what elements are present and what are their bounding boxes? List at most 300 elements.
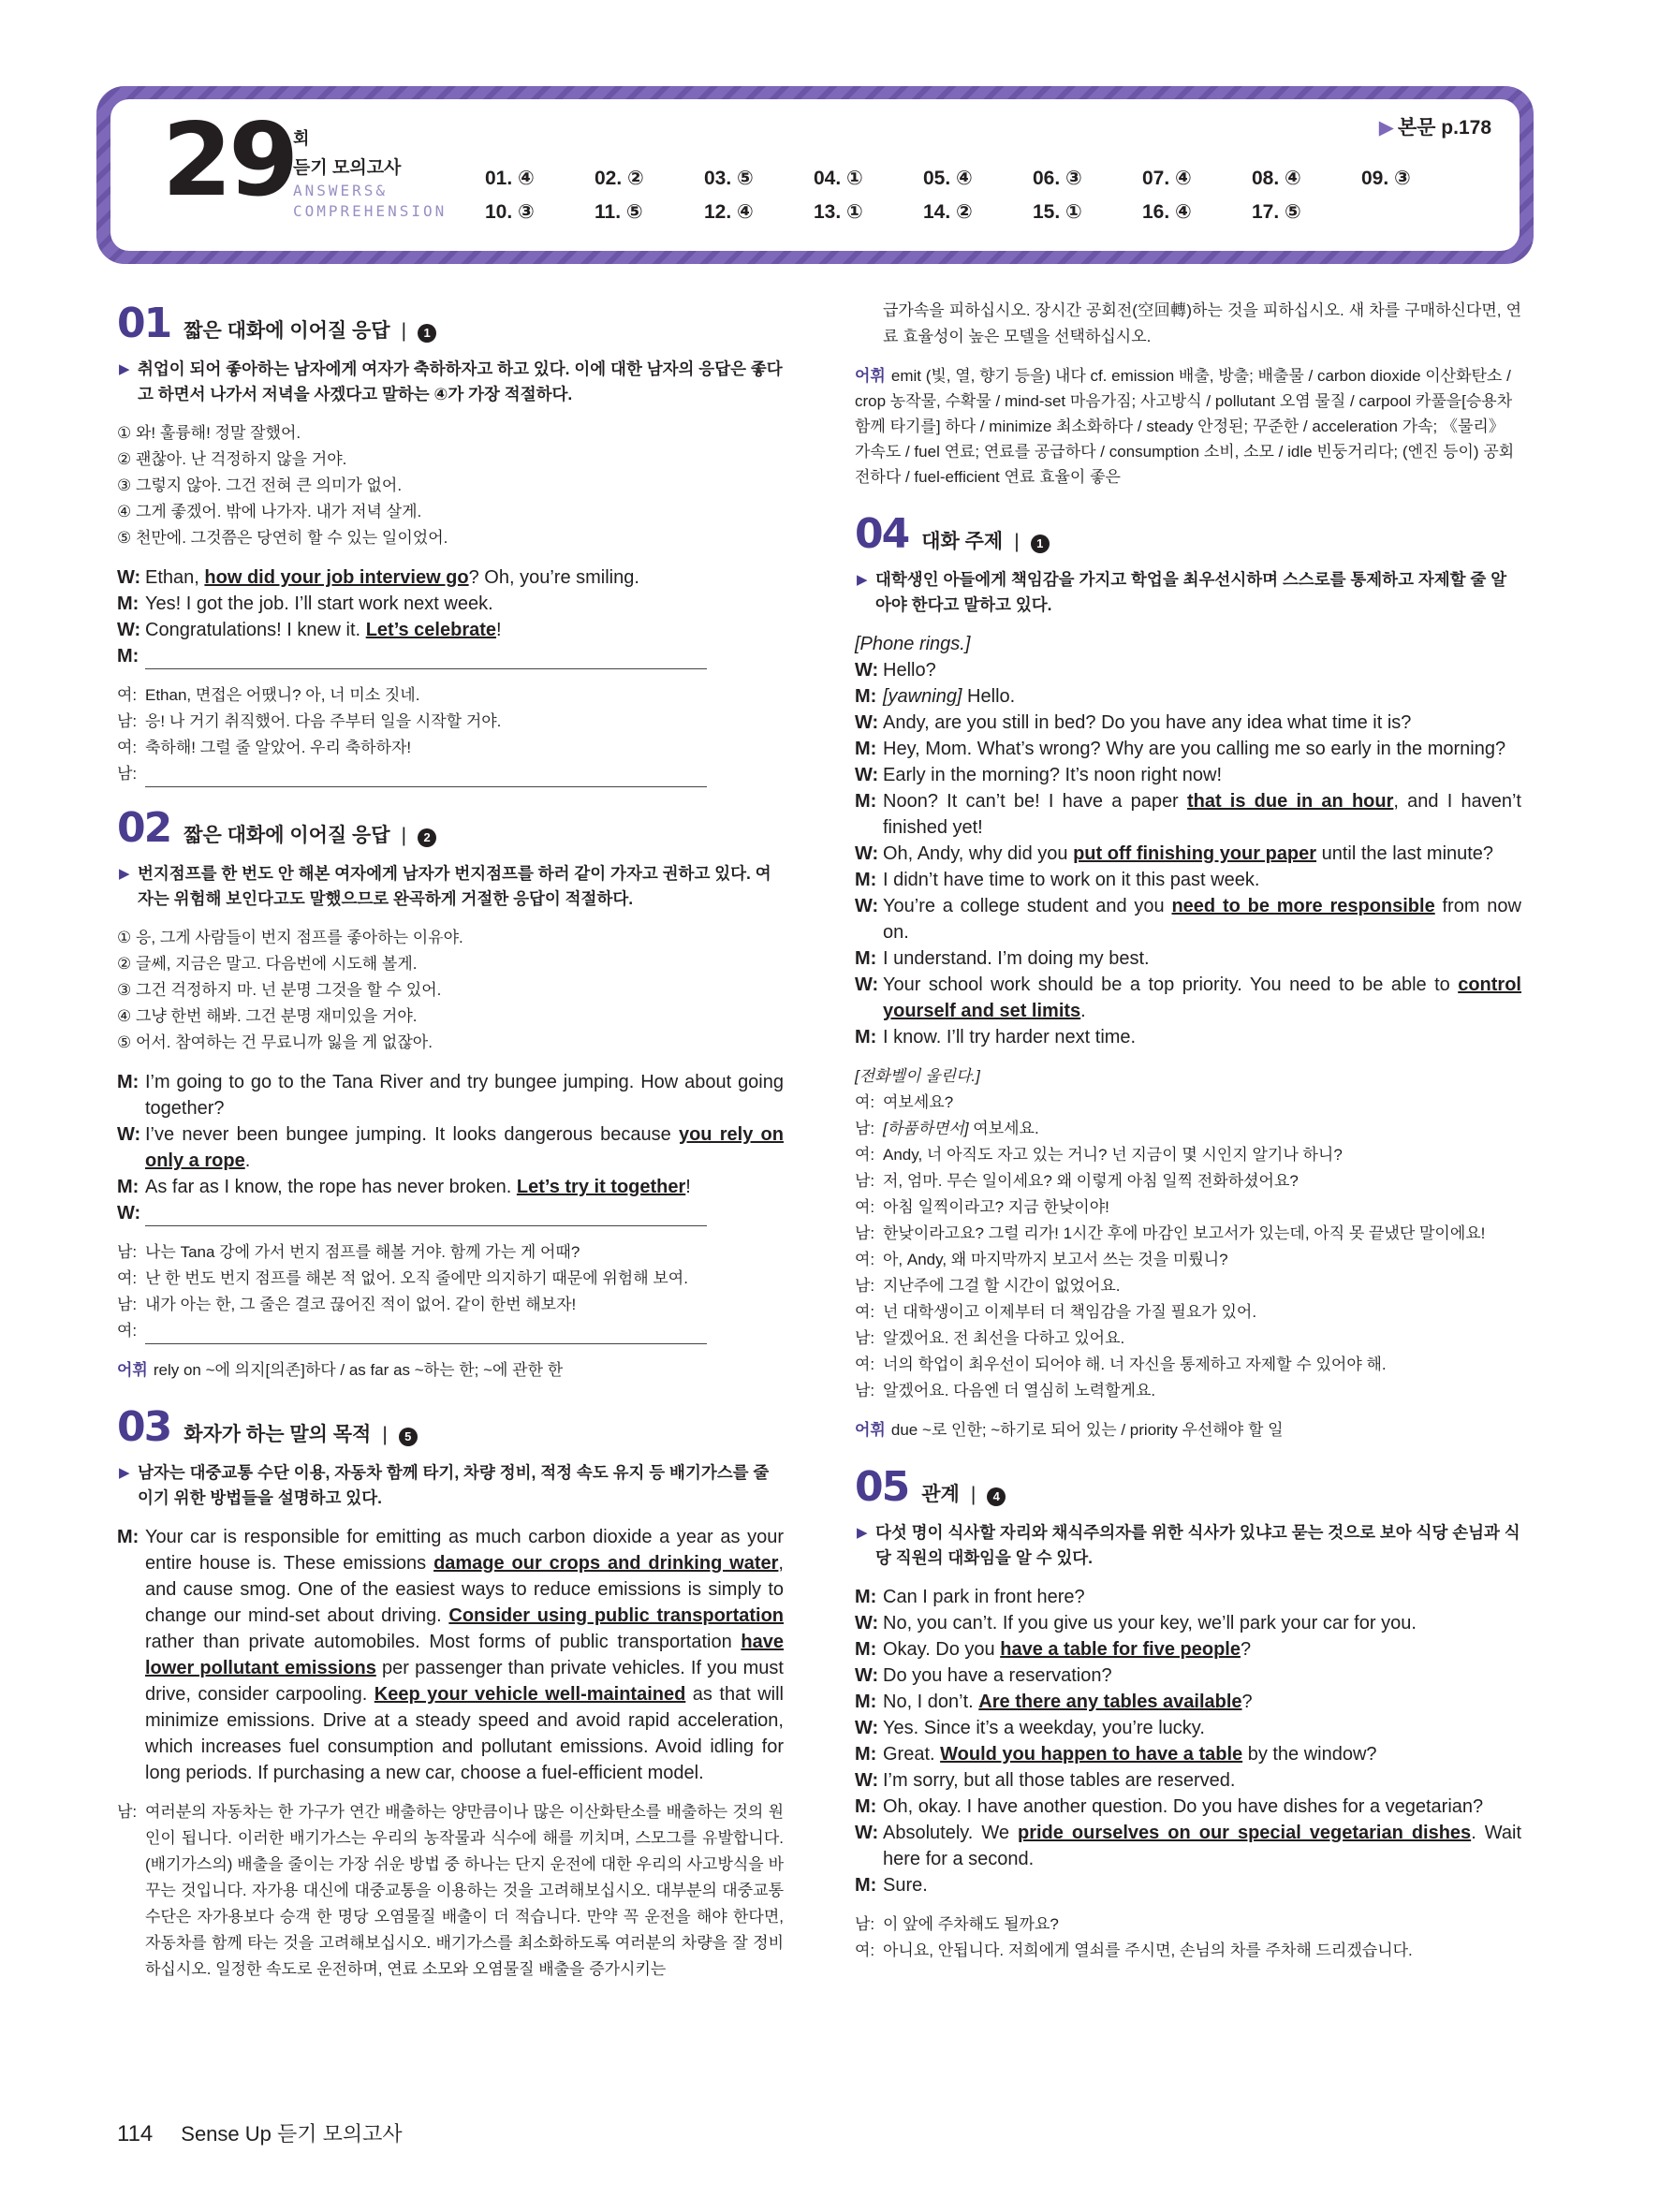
line-text: Yes. Since it’s a weekday, you’re lucky. — [883, 1718, 1205, 1738]
key-phrase: damage our crops and drinking water — [433, 1553, 779, 1574]
speaker: 남: — [855, 1382, 875, 1399]
section-number: 03 — [117, 1403, 171, 1451]
speaker: 여: — [855, 1146, 875, 1164]
line-text: 여보세요. — [968, 1120, 1039, 1137]
speaker: W: — [117, 1203, 141, 1223]
dialogue-line — [117, 591, 784, 617]
section-03 — [117, 1403, 784, 1983]
dialogue-line — [855, 1610, 1521, 1636]
line-text: Yes! I got the job. I’ll start work next week. — [145, 593, 493, 614]
answer-item: 05. ④ — [923, 167, 973, 189]
line-text: 응! 나 거기 취직했어. 다음 주부터 일을 시작할 거야. — [145, 712, 502, 730]
answer-item: 01. ④ — [485, 167, 535, 189]
answer-circle-icon: 2 — [418, 828, 436, 847]
dialogue-line — [855, 788, 1521, 841]
section-04 — [855, 510, 1521, 1443]
summary-text: 번지점프를 한 번도 안 해본 여자에게 남자가 번지점프를 하러 같이 가자고 권하고 있다. 여자는 위험해 보인다고도 말했으므로 완곡하게 거절한 응답이 적절하다. — [138, 864, 771, 908]
line-text: Early in the morning? It’s noon right now! — [883, 765, 1223, 785]
right-column — [855, 298, 1521, 1981]
blank-rule — [145, 651, 707, 669]
line-text: As far as I know, the rope has never broken. — [145, 1177, 517, 1197]
answer-item: 09. ③ — [1361, 167, 1411, 189]
dialogue-script — [117, 1069, 784, 1226]
key-phrase: you rely on only a rope — [145, 1124, 784, 1171]
line-text: I didn’t have time to work on it this past week. — [883, 870, 1260, 890]
line-text: I know. I’ll try harder next time. — [883, 1027, 1137, 1047]
korean-translation — [855, 1912, 1521, 1964]
speaker: 여: — [855, 1941, 875, 1959]
line-text: 지난주에 그걸 할 시간이 없었어요. — [883, 1277, 1121, 1295]
answer-item: 15. ① — [1033, 200, 1082, 223]
translation-blank-line — [117, 761, 784, 787]
translation-line — [855, 1299, 1521, 1326]
translation-line — [117, 1266, 784, 1292]
triangle-right-icon: ▶ — [119, 361, 130, 377]
answer-item: 11. ⑤ — [595, 200, 643, 223]
divider: | — [382, 1424, 388, 1445]
vocab-tag: 어휘 — [855, 1421, 886, 1439]
line-text: Your car is responsible for emitting as much carbon dioxide a year as your entire house is. These emissions — [145, 1527, 784, 1574]
key-phrase: Let’s try it together — [516, 1177, 686, 1197]
speaker: M: — [855, 1639, 877, 1660]
choice-item: ③ 그렇지 않아. 그건 전혀 큰 의미가 없어. — [117, 476, 403, 494]
speaker: M: — [117, 1527, 140, 1547]
section-summary — [117, 357, 784, 407]
line-text: No, I don’t. — [883, 1692, 979, 1712]
vocab-tag: 어휘 — [117, 1361, 148, 1379]
triangle-right-icon: ▶ — [119, 866, 130, 882]
translation-text: 여러분의 자동차는 한 가구가 연간 배출하는 양만큼이나 많은 이산화탄소를 배출하는 것의 원인이 됩니다. 이러한 배기가스는 우리의 농작물과 식수에 해를 끼치며, 스모그를 유발합니다. (배기가스의) 배출을 줄이는 가장 쉬운 방법 중 하나는 단지 운전에 대한 우리의 사고방식을 바꾸는 것입니다. 자가용 대신에 대중교통을 이용하는 것을 고려해보십시오. 대부분의 대중교통 수단은 자가용보다 승객 한 명당 오염물질 배출이 더 적습니다. 만약 꼭 운전을 해야 한다면, 자동차를 함께 타는 것을 고려해보십시오. 배기가스를 최소화하도록 여러분의 차량을 잘 정비하십시오. 일정한 속도로 운전하며, 연료 소모와 오염물질 배출을 증가시키는 — [145, 1803, 784, 1978]
section-heading — [117, 300, 784, 347]
line-text: 아, Andy, 왜 마지막까지 보고서 쓰는 것을 미뤘니? — [883, 1251, 1228, 1268]
section-summary — [117, 1460, 784, 1511]
line-text: per passenger than private vehicles. If you must drive, consider carpooling. — [145, 1658, 784, 1705]
speaker: 남: — [117, 1803, 138, 1821]
dialogue-line — [855, 1636, 1521, 1663]
answers-subtitle: ANSWERS& — [293, 182, 389, 199]
dialogue-line — [117, 1174, 784, 1200]
speaker: M: — [117, 593, 140, 614]
section-number: 05 — [855, 1463, 909, 1511]
line-text: Hey, Mom. What’s wrong? Why are you calling me so early in the morning? — [883, 739, 1506, 759]
speaker: M: — [855, 870, 877, 890]
choice-item: ④ 그냥 한번 해봐. 그건 분명 재미있을 거야. — [117, 1007, 418, 1025]
key-phrase: Consider using public transportation — [448, 1605, 785, 1626]
line-text: I’m sorry, but all those tables are reserved. — [883, 1770, 1236, 1791]
divider: | — [401, 825, 407, 846]
triangle-right-icon: ▶ — [857, 572, 868, 588]
line-text: from now on. — [883, 896, 1521, 943]
speaker: 여: — [117, 686, 138, 704]
line-text: I understand. I’m doing my best. — [883, 948, 1150, 969]
line-text: Hello? — [883, 660, 936, 681]
line-text: Your school work should be a top priority. You need to be able to — [883, 974, 1459, 995]
choice-item: ② 괜찮아. 난 걱정하지 않을 거야. — [117, 450, 347, 468]
line-text: 너의 학업이 최우선이 되어야 해. 너 자신을 통제하고 자제할 수 있어야 해. — [883, 1355, 1387, 1373]
speaker: 남: — [855, 1120, 875, 1137]
dialogue-line — [117, 1121, 784, 1174]
answer-header-band — [96, 86, 1534, 264]
choice-item: ④ 그게 좋겠어. 밖에 나가자. 내가 저녁 살게. — [117, 503, 422, 520]
line-text: , and I haven’t finished yet! — [883, 791, 1521, 838]
page-footer — [117, 2118, 403, 2147]
line-text: Noon? It can’t be! I have a paper — [883, 791, 1187, 812]
divider: | — [970, 1484, 976, 1505]
dialogue-line — [855, 1794, 1521, 1820]
line-text: Sure. — [883, 1875, 928, 1896]
speaker: M: — [855, 948, 877, 969]
page-number: 114 — [117, 2121, 154, 2146]
dialogue-line — [855, 1872, 1521, 1898]
monologue-paragraph — [117, 1524, 784, 1786]
line-text: Andy, are you still in bed? Do you have any idea what time it is? — [883, 712, 1412, 733]
line-text: Great. — [883, 1744, 941, 1765]
line-text: as that will minimize emissions. Drive at a steady speed and avoid rapid acceleration, which increases fuel consumption and pollutant emissions. Avoid idling for long periods. If purchasing a new car, choose a fuel-efficient model. — [145, 1684, 784, 1783]
speaker: 여: — [855, 1198, 875, 1216]
summary-text: 취업이 되어 좋아하는 남자에게 여자가 축하하자고 하고 있다. 이에 대한 남자의 응답은 좋다고 하면서 나가서 저녁을 사겠다고 말하는 ④가 가장 적절하다. — [138, 359, 783, 403]
speaker: M: — [117, 646, 140, 667]
answer-item: 06. ③ — [1033, 167, 1082, 189]
line-text: Oh, okay. I have another question. Do you have dishes for a vegetarian? — [883, 1796, 1484, 1817]
dialogue-script — [117, 564, 784, 669]
stage-direction: [yawning] — [883, 686, 962, 707]
stage-direction: [전화벨이 울린다.] — [855, 1067, 980, 1085]
speaker: 남: — [855, 1915, 875, 1933]
line-text: Congratulations! I knew it. — [145, 620, 366, 640]
divider: | — [1014, 531, 1020, 552]
translation-line — [855, 1326, 1521, 1352]
dialogue-line — [855, 683, 1521, 710]
line-text: No, you can’t. If you give us your key, we’ll park your car for you. — [883, 1613, 1417, 1633]
section-summary — [855, 567, 1521, 618]
korean-translation — [117, 1799, 784, 1983]
speaker: M: — [855, 1796, 877, 1817]
line-text: Okay. Do you — [883, 1639, 1001, 1660]
speaker: W: — [855, 712, 879, 733]
vocabulary-note — [855, 1417, 1521, 1443]
speaker: 여: — [855, 1251, 875, 1268]
test-name: 듣기 모의고사 — [293, 158, 402, 178]
translation-line — [117, 735, 784, 761]
korean-translation — [117, 682, 784, 787]
answer-circle-icon: 1 — [1031, 535, 1050, 553]
speaker: W: — [855, 974, 879, 995]
key-phrase: Keep your vehicle well-maintained — [374, 1684, 686, 1705]
line-text: ? — [1241, 1692, 1253, 1712]
translation-line — [855, 1090, 1521, 1116]
section-heading — [117, 1403, 784, 1451]
blank-rule — [145, 1208, 707, 1226]
answer-item: 17. ⑤ — [1252, 200, 1301, 223]
speaker: M: — [117, 1177, 140, 1197]
dialogue-line — [855, 1689, 1521, 1715]
translation-line — [117, 1292, 784, 1318]
vocab-text: rely on ~에 의지[의존]하다 / as far as ~하는 한; ~에 관한 한 — [153, 1361, 564, 1379]
vocab-tag: 어휘 — [855, 367, 886, 385]
translation-blank-line — [117, 1318, 784, 1344]
answer-header-panel — [110, 99, 1520, 251]
section-title: 짧은 대화에 이어질 응답 — [184, 320, 390, 342]
speaker: 남: — [117, 712, 138, 730]
line-text: Ethan, 면접은 어땠니? 아, 너 미소 짓네. — [145, 686, 420, 704]
section-summary — [855, 1520, 1521, 1571]
line-text: ? Oh, you’re smiling. — [468, 567, 639, 588]
choice-list — [117, 925, 784, 1056]
blank-rule — [145, 769, 707, 787]
dialogue-line — [855, 1715, 1521, 1741]
choice-item: ① 응, 그게 사람들이 번지 점프를 좋아하는 이유야. — [117, 929, 463, 946]
speaker: 남: — [855, 1224, 875, 1242]
speaker: 남: — [117, 1243, 138, 1261]
dialogue-line — [855, 657, 1521, 683]
korean-translation — [855, 1063, 1521, 1404]
key-phrase: how did your job interview go — [204, 567, 469, 588]
translation-line — [117, 682, 784, 709]
section-title: 관계 — [921, 1484, 960, 1505]
dialogue-line — [855, 1767, 1521, 1794]
dialogue-line — [117, 617, 784, 643]
answer-key — [485, 161, 1515, 228]
answer-item: 07. ④ — [1142, 167, 1192, 189]
speaker: 남: — [855, 1172, 875, 1190]
section-title: 짧은 대화에 이어질 응답 — [184, 825, 390, 846]
answer-item: 13. ① — [814, 200, 863, 223]
line-text: 여보세요? — [883, 1093, 954, 1111]
line-text: Oh, Andy, why did you — [883, 843, 1074, 864]
speaker: 여: — [855, 1355, 875, 1373]
answer-item: 16. ④ — [1142, 200, 1192, 223]
line-text: 이 앞에 주차해도 될까요? — [883, 1915, 1059, 1933]
speaker: W: — [855, 843, 879, 864]
speaker: 여: — [117, 1269, 138, 1287]
answer-item: 14. ② — [923, 200, 973, 223]
dialogue-line — [855, 1024, 1521, 1050]
stage-direction: [Phone rings.] — [855, 634, 971, 654]
speaker: W: — [855, 1823, 879, 1843]
line-text: . — [244, 1150, 251, 1171]
section-number: 04 — [855, 510, 909, 558]
speaker: W: — [855, 765, 879, 785]
vocabulary-note — [117, 1357, 784, 1383]
line-text: I’ve never been bungee jumping. It looks dangerous because — [145, 1124, 679, 1145]
stage-direction: [하품하면서] — [883, 1120, 969, 1137]
answer-blank-line — [117, 643, 784, 669]
speaker: M: — [855, 791, 877, 812]
answer-item: 10. ③ — [485, 200, 535, 223]
dialogue-line — [855, 736, 1521, 762]
line-text: Hello. — [962, 686, 1016, 707]
monologue-script — [117, 1524, 784, 1786]
speaker: W: — [855, 1718, 879, 1738]
line-text: 한낮이라고요? 그럴 리가! 1시간 후에 마감인 보고서가 있는데, 아직 못 끝냈단 말이에요! — [883, 1224, 1486, 1242]
line-text: 아침 일찍이라고? 지금 한낮이야! — [883, 1198, 1109, 1216]
speaker: M: — [855, 1027, 877, 1047]
line-text: 아니요, 안됩니다. 저희에게 열쇠를 주시면, 손님의 차를 주차해 드리겠습니다. — [883, 1941, 1413, 1959]
dialogue-line — [855, 1663, 1521, 1689]
key-phrase: control yourself and set limits — [883, 974, 1521, 1021]
answer-item: 02. ② — [595, 167, 644, 189]
dialogue-line — [855, 893, 1521, 945]
translation-line — [855, 1912, 1521, 1938]
speaker: 여: — [855, 1303, 875, 1321]
dialogue-script — [855, 1584, 1521, 1898]
line-text: ? — [1240, 1639, 1252, 1660]
speaker: W: — [855, 1665, 879, 1686]
speaker: M: — [855, 739, 877, 759]
translation-line — [855, 1273, 1521, 1299]
line-text: Andy, 너 아직도 자고 있는 거니? 넌 지금이 몇 시인지 알기나 하니? — [883, 1146, 1343, 1164]
vocab-text: due ~로 인한; ~하기로 되어 있는 / priority 우선해야 할 일 — [890, 1421, 1284, 1439]
speaker: M: — [855, 1744, 877, 1765]
translation-line — [855, 1938, 1521, 1964]
speaker: 남: — [117, 765, 138, 783]
line-text: 알겠어요. 전 최선을 다하고 있어요. — [883, 1329, 1125, 1347]
line-text: Do you have a reservation? — [883, 1665, 1112, 1686]
key-phrase: Would you happen to have a table — [940, 1744, 1243, 1765]
translation-line — [855, 1221, 1521, 1247]
dialogue-line — [855, 1584, 1521, 1610]
answer-circle-icon: 4 — [987, 1487, 1006, 1506]
line-text: 저, 엄마. 무슨 일이세요? 왜 이렇게 아침 일찍 전화하셨어요? — [883, 1172, 1299, 1190]
answer-row-1 — [485, 161, 1515, 195]
test-hoe-label: 회 — [293, 129, 310, 148]
line-text: Ethan, — [145, 567, 205, 588]
key-phrase: pride ourselves on our special vegetarian dishes — [1018, 1823, 1472, 1843]
answer-item: 12. ④ — [704, 200, 754, 223]
choice-item: ② 글쎄, 지금은 말고. 다음번에 시도해 볼게. — [117, 955, 418, 973]
speaker: W: — [855, 1770, 879, 1791]
section-heading — [855, 1463, 1521, 1511]
line-text: 넌 대학생이고 이제부터 더 책임감을 가질 필요가 있어. — [883, 1303, 1257, 1321]
line-text: 축하해! 그럴 줄 알았어. 우리 축하하자! — [145, 739, 412, 756]
line-text: Absolutely. We — [883, 1823, 1018, 1843]
summary-text: 다섯 명이 식사할 자리와 채식주의자를 위한 식사가 있냐고 묻는 것으로 보아 식당 손님과 식당 직원의 대화임을 알 수 있다. — [875, 1523, 1520, 1567]
dialogue-line — [855, 945, 1521, 972]
translation-text: 급가속을 피하십시오. 장시간 공회전(空回轉)하는 것을 피하십시오. 새 차를 구매하신다면, 연료 효율성이 높은 모델을 선택하십시오. — [883, 301, 1521, 345]
answer-circle-icon: 5 — [399, 1428, 418, 1446]
translation-line — [855, 1247, 1521, 1273]
section-heading — [855, 510, 1521, 558]
choice-item: ⑤ 천만에. 그것쯤은 당연히 할 수 있는 일이었어. — [117, 529, 448, 547]
speaker: 여: — [117, 739, 138, 756]
comprehension-subtitle: COMPREHENSION — [293, 202, 448, 220]
dialogue-line — [117, 1069, 784, 1121]
divider: | — [401, 320, 407, 342]
key-phrase: have lower pollutant emissions — [145, 1632, 784, 1678]
speaker: 남: — [855, 1277, 875, 1295]
speaker: M: — [855, 1587, 877, 1607]
dialogue-line — [855, 710, 1521, 736]
vocab-text: emit (빛, 열, 향기 등을) 내다 cf. emission 배출, 방출; 배출물 / carbon dioxide 이산화탄소 / crop 농작물, 수확물 / mind-set 마음가짐; 사고방식 / pollutant 오염 물질 / carpool 카풀을[승용차 함께 타기를] 하다 / minimize 최소화하다 / steady 안정된; 꾸준한 / acceleration 가속; 《물리》 가속도 / fuel 연료; 연료를 공급하다 / consumption 소비, 소모 / idle 빈둥거리다; (엔진 등이) 공회전하다 / fuel-efficient 연료 효율이 좋은 — [855, 367, 1515, 486]
speaker: M: — [855, 1692, 877, 1712]
line-text: You’re a college student and you — [883, 896, 1172, 916]
line-text: 알겠어요. 다음엔 더 열심히 노력할게요. — [883, 1382, 1156, 1399]
key-phrase: Are there any tables available — [978, 1692, 1242, 1712]
speaker: W: — [117, 1124, 141, 1145]
line-text: by the window? — [1242, 1744, 1377, 1765]
section-number: 01 — [117, 300, 171, 347]
page-reference-text: 본문 p.178 — [1397, 117, 1491, 139]
test-number: 29 — [162, 102, 296, 219]
korean-translation-continued — [855, 298, 1521, 350]
line-text: I’m going to go to the Tana River and try bungee jumping. How about going together? — [145, 1072, 784, 1119]
speaker: W: — [117, 567, 141, 588]
choice-item: ① 와! 훌륭해! 정말 잘했어. — [117, 424, 301, 442]
line-text: . — [1080, 1001, 1086, 1021]
answer-item: 08. ④ — [1252, 167, 1301, 189]
line-text: 나는 Tana 강에 가서 번지 점프를 해볼 거야. 함께 가는 게 어때? — [145, 1243, 580, 1261]
answer-item: 03. ⑤ — [704, 167, 754, 189]
line-text: Can I park in front here? — [883, 1587, 1085, 1607]
answer-blank-line — [117, 1200, 784, 1226]
left-column — [117, 300, 784, 2000]
dialogue-line — [855, 972, 1521, 1024]
blank-rule — [145, 1326, 707, 1344]
key-phrase: put off finishing your paper — [1073, 843, 1317, 864]
line-text: rather than private automobiles. Most forms of public transportation — [145, 1632, 742, 1652]
section-heading — [117, 804, 784, 852]
line-text: ! — [496, 620, 502, 640]
key-phrase: Let’s celebrate — [365, 620, 497, 640]
speaker: W: — [117, 620, 141, 640]
section-02 — [117, 804, 784, 1383]
line-text: 내가 아는 한, 그 줄은 결코 끊어진 적이 없어. 같이 한번 해보자! — [145, 1296, 577, 1313]
translation-line — [855, 1378, 1521, 1404]
speaker: 남: — [855, 1329, 875, 1347]
choice-item: ⑤ 어서. 참여하는 건 무료니까 잃을 게 없잖아. — [117, 1033, 433, 1051]
translation-line — [855, 1194, 1521, 1221]
translation-line — [855, 1116, 1521, 1142]
speaker: 여: — [855, 1093, 875, 1111]
translation-line — [855, 1168, 1521, 1194]
line-text: ! — [685, 1177, 691, 1197]
dialogue-line — [855, 762, 1521, 788]
choice-item: ③ 그건 걱정하지 마. 넌 분명 그것을 할 수 있어. — [117, 981, 442, 999]
triangle-right-icon: ▶ — [1378, 117, 1394, 139]
key-phrase: that is due in an hour — [1186, 791, 1394, 812]
speaker: W: — [855, 896, 879, 916]
section-number: 02 — [117, 804, 171, 852]
speaker: M: — [117, 1072, 140, 1092]
dialogue-script — [855, 631, 1521, 1050]
answer-row-2 — [485, 195, 1515, 228]
triangle-right-icon: ▶ — [857, 1525, 868, 1541]
summary-text: 대학생인 아들에게 책임감을 가지고 학업을 최우선시하며 스스로를 통제하고 자제할 줄 알아야 한다고 말하고 있다. — [875, 570, 1507, 614]
key-phrase: have a table for five people — [1000, 1639, 1241, 1660]
summary-text: 남자는 대중교통 수단 이용, 자동차 함께 타기, 차량 정비, 적정 속도 유지 등 배기가스를 줄이기 위한 방법들을 설명하고 있다. — [138, 1463, 770, 1507]
line-text: 난 한 번도 번지 점프를 해본 적 없어. 오직 줄에만 의지하기 때문에 위험해 보여. — [145, 1269, 688, 1287]
page-reference — [1379, 112, 1491, 140]
speaker: 남: — [117, 1296, 138, 1313]
translation-line — [855, 1142, 1521, 1168]
translation-line — [117, 1239, 784, 1266]
book-title: Sense Up 듣기 모의고사 — [181, 2122, 403, 2146]
speaker: W: — [855, 660, 879, 681]
answer-item: 04. ① — [814, 167, 863, 189]
line-text: . Wait here for a second. — [883, 1823, 1522, 1869]
key-phrase: need to be more responsible — [1171, 896, 1435, 916]
dialogue-line — [117, 564, 784, 591]
line-text: , and cause smog. One of the easiest ways to reduce emissions is simply to change our mind-set about driving. — [145, 1553, 784, 1626]
speaker: M: — [855, 1875, 877, 1896]
section-01 — [117, 300, 784, 787]
dialogue-line — [855, 1741, 1521, 1767]
section-title: 화자가 하는 말의 목적 — [184, 1424, 372, 1445]
line-text: until the last minute? — [1316, 843, 1494, 864]
korean-translation — [117, 1239, 784, 1344]
dialogue-line — [855, 1820, 1521, 1872]
answer-circle-icon: 1 — [418, 324, 436, 343]
